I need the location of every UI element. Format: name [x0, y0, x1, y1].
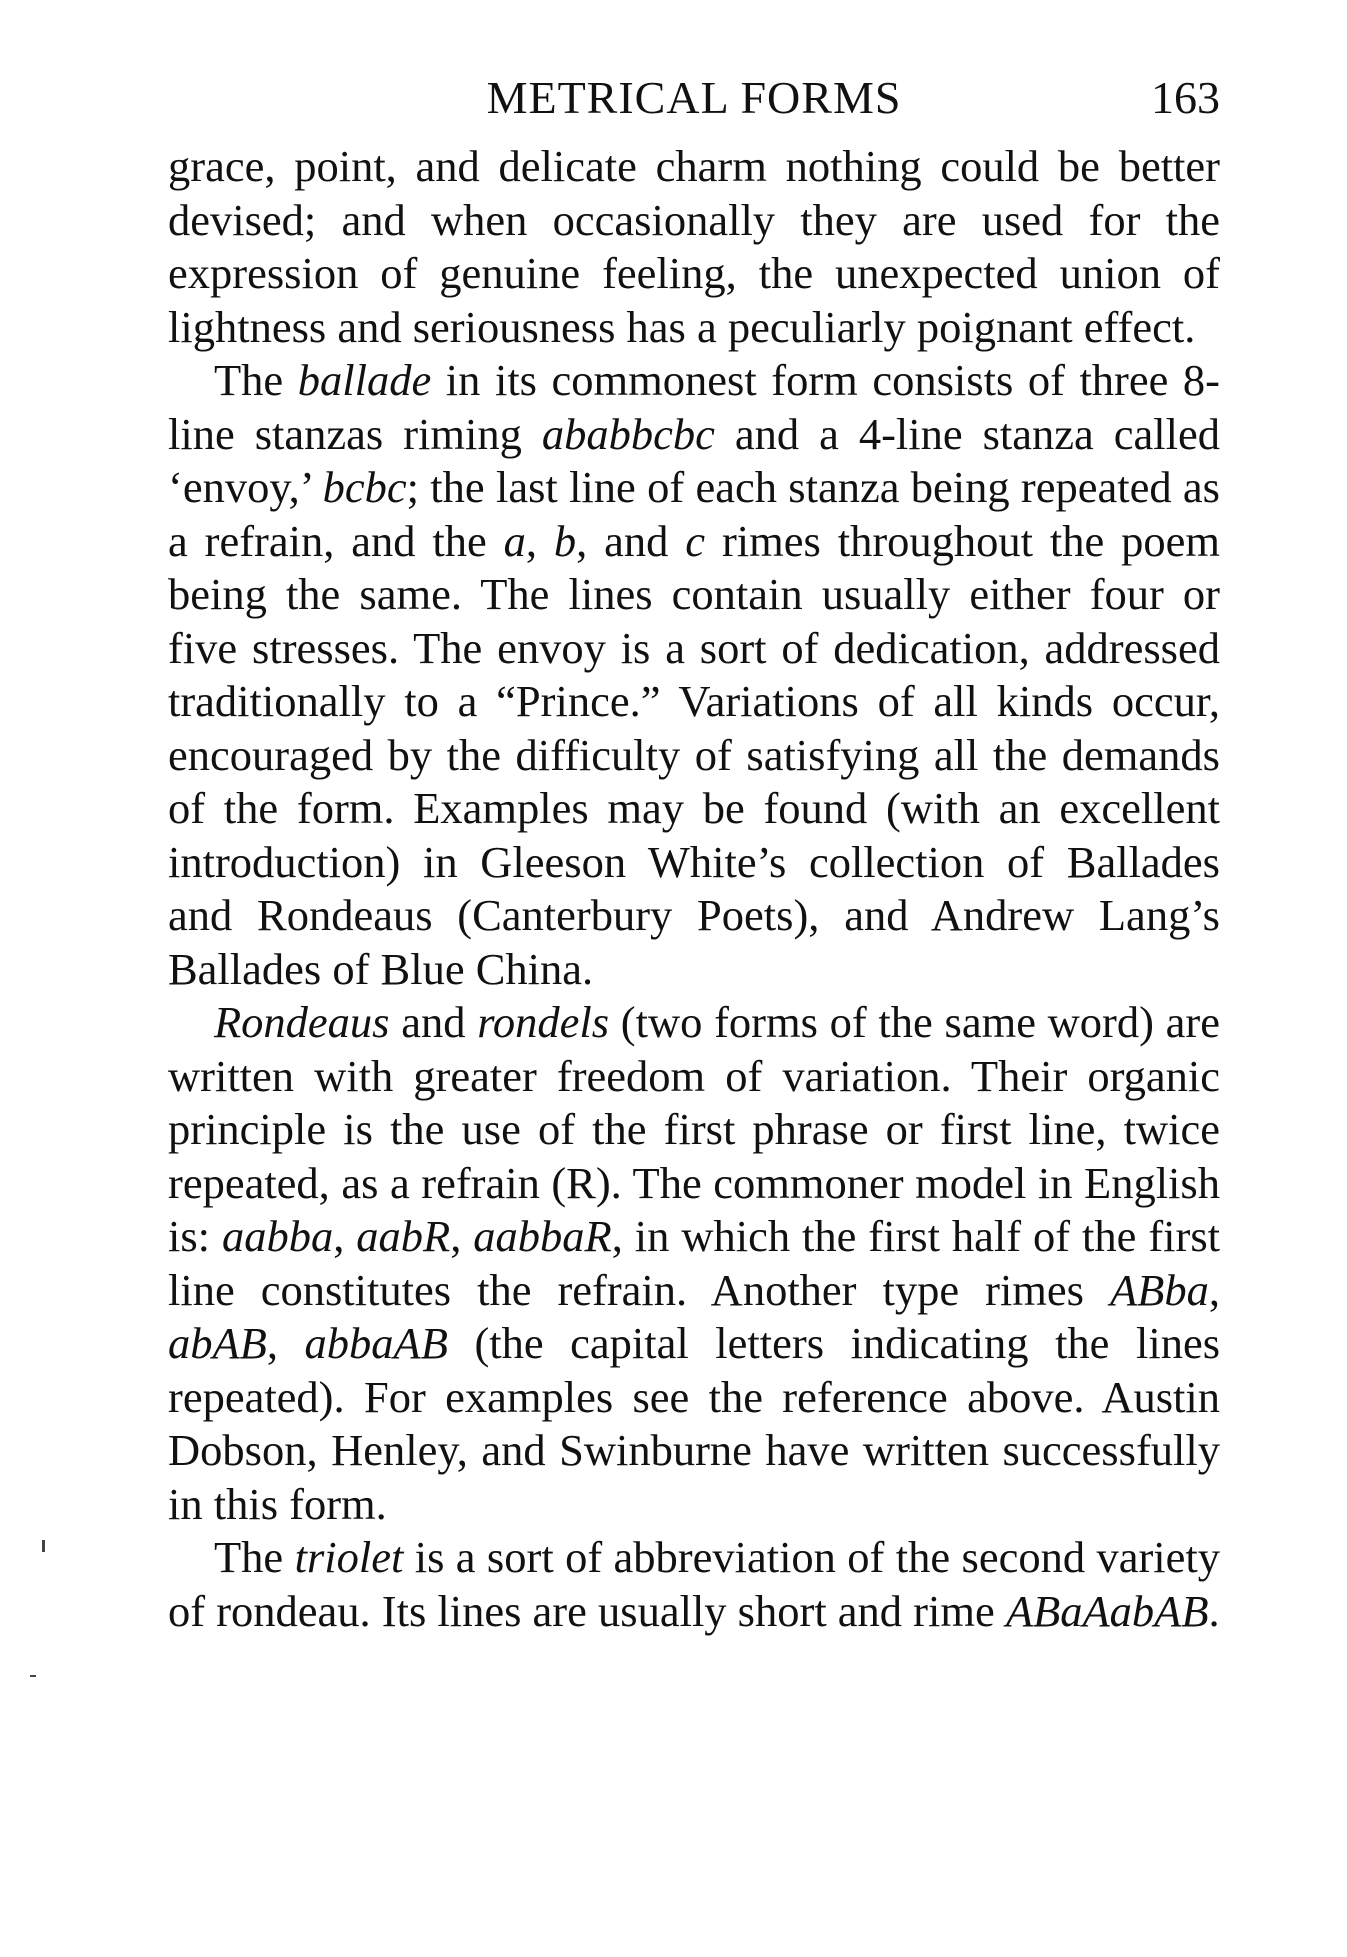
text-run: , [450, 1211, 474, 1261]
italic-term: Rondeaus [214, 997, 390, 1047]
page-number: 163 [1151, 72, 1220, 123]
text-run: in its commonest form consists of three 8-line stanzas riming [168, 355, 1221, 459]
running-title: METRICAL FORMS [486, 72, 902, 123]
italic-term: rondels [477, 997, 610, 1047]
text-run: . [1208, 1585, 1220, 1636]
paragraph-grace [168, 140, 1220, 354]
italic-term: ABba [1110, 1264, 1209, 1315]
text-run: grace, point, and delicate charm nothing could be better devised; and when occasionally they are used for the expression of genuine feeling, the unexpected union of lightness and seriousness has a peculiarly poignant effect. [168, 141, 1220, 352]
text-run: is a sort of abbreviation of the second variety of rondeau. Its lines are usually short and rime [168, 1532, 1221, 1636]
margin-speck [42, 1540, 45, 1552]
paragraph-triolet [168, 1531, 1220, 1638]
text-run: rimes throughout the poem being the same. The lines contain usually either four or five stresses. The envoy is a sort of dedication, addressed traditionally to a “Prince.” Variations of all kinds occur, encouraged by the difficulty of satisfying all the demands of the form. Examples may be found (with an excellent introduction) in Gleeson White’s collection of Ballades and Rondeaus (Canterbury Poets), and Andrew Lang’s Ballades of Blue China. [168, 515, 1220, 994]
paragraph-ballade [168, 354, 1220, 996]
italic-term: aabbaR [473, 1211, 612, 1261]
body-text [168, 140, 1220, 1638]
text-run: The [214, 1532, 295, 1582]
text-run: , [525, 515, 554, 566]
italic-term: abbaAB [304, 1318, 448, 1368]
text-run: , [333, 1211, 357, 1261]
text-run: and [389, 997, 478, 1047]
italic-term: ballade [297, 355, 432, 405]
italic-term: ABaAabAB [1005, 1585, 1209, 1636]
text-run: (two forms of the same word) are written with greater freedom of variation. Their organic principle is the use of the first phrase or first line, twice repeated, as a refrain (R). The commoner model in English is: [168, 997, 1220, 1261]
text-run: , and [576, 515, 686, 566]
italic-term: a [503, 515, 526, 566]
italic-term: abAB [168, 1318, 267, 1368]
text-run: , [266, 1318, 305, 1368]
italic-term: triolet [294, 1532, 404, 1582]
italic-term: c [685, 515, 706, 566]
margin-speck [30, 1675, 36, 1677]
running-head [168, 68, 1220, 128]
italic-term: ababbcbc [541, 408, 715, 459]
text-run: The [214, 355, 298, 405]
italic-term: b [553, 515, 577, 566]
text-run: and a 4-line stanza called ‘envoy,’ [168, 408, 1220, 512]
italic-term: bcbc [322, 462, 407, 512]
text-run: (the capital letters indicating the lines repeated). For examples see the reference above. Austin Dobson, Henley, and Swinburne have written successfully in this form. [168, 1318, 1221, 1529]
italic-term: aabR [356, 1211, 451, 1261]
text-run: , in which the first half of the first line constitutes the refrain. Another type rimes [168, 1211, 1221, 1315]
italic-term: aabba [221, 1211, 334, 1261]
text-run: , [1208, 1264, 1220, 1315]
paragraph-rondeaus [168, 996, 1220, 1531]
text-run: ; the last line of each stanza being repeated as a refrain, and the [168, 462, 1220, 566]
